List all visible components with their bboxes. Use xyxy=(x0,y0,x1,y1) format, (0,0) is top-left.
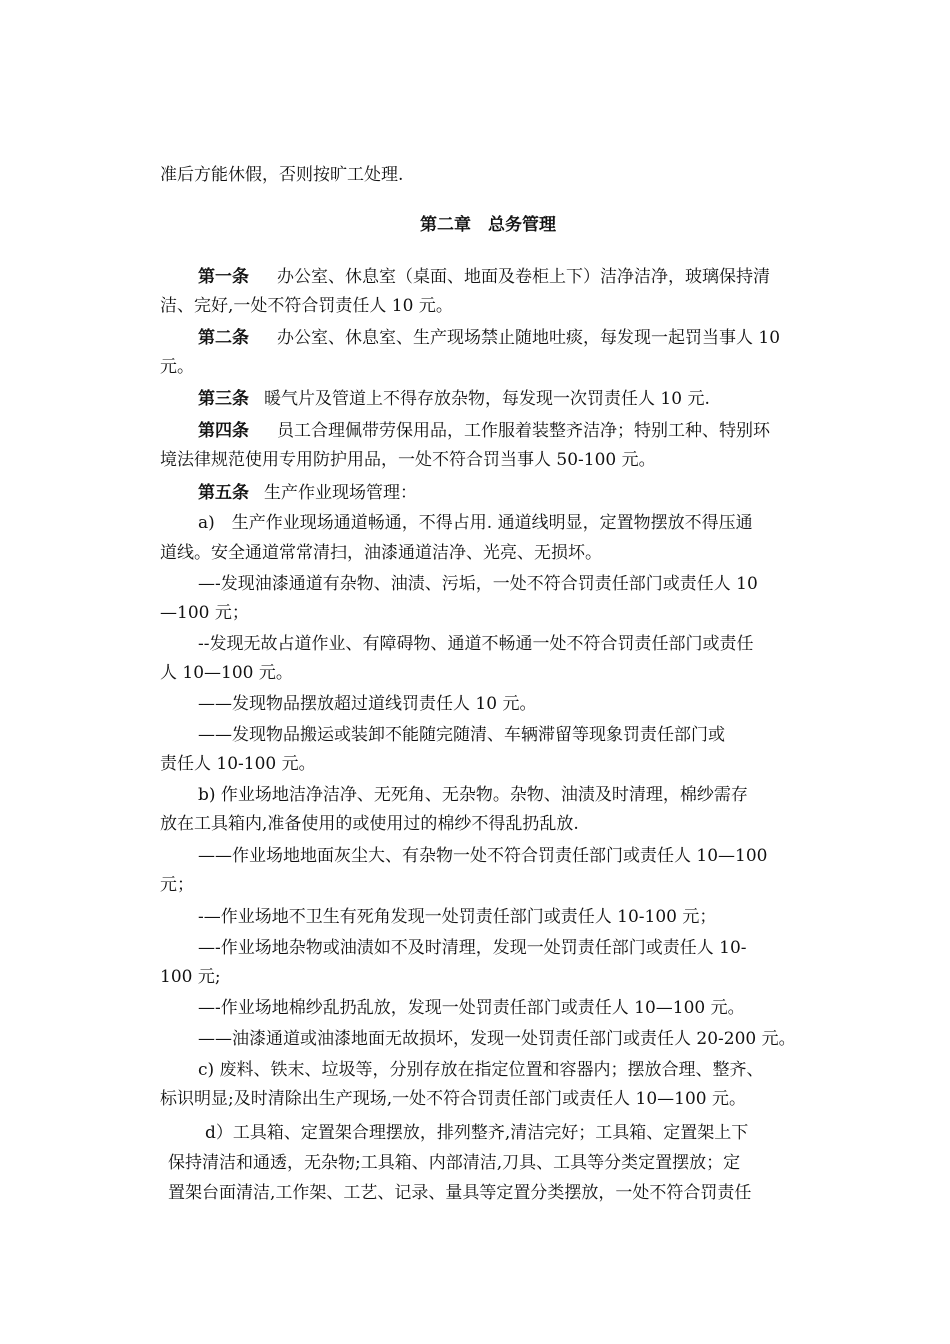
text-line: 元。 xyxy=(160,357,194,377)
text-line: —-作业场地杂物或油渍如不及时清理，发现一处罚责任部门或责任人 10- xyxy=(198,938,747,958)
text-line: 人 10—100 元。 xyxy=(160,663,293,683)
text-line: 责任人 10-100 元。 xyxy=(160,754,316,774)
text-line: —-作业场地棉纱乱扔乱放，发现一处罚责任部门或责任人 10—100 元。 xyxy=(198,998,745,1018)
text-line: ——发现物品摆放超过道线罚责任人 10 元。 xyxy=(198,694,537,714)
text-line: a) 生产作业现场通道畅通，不得占用. 通道线明显，定置物摆放不得压通 xyxy=(198,513,753,533)
text-line: d）工具箱、定置架合理摆放，排列整齐,清洁完好；工具箱、定置架上下 xyxy=(205,1123,749,1143)
text-line: --发现无故占道作业、有障碍物、通道不畅通一处不符合罚责任部门或责任 xyxy=(198,634,754,654)
text-line: ——油漆通道或油漆地面无故损坏，发现一处罚责任部门或责任人 20-200 元。 xyxy=(198,1029,796,1049)
text-line: —100 元； xyxy=(160,603,249,623)
text-line: 道线。安全通道常常清扫，油漆通道洁净、光亮、无损坏。 xyxy=(160,543,602,563)
text-line: ——发现物品搬运或装卸不能随完随清、车辆滞留等现象罚责任部门或 xyxy=(198,725,725,745)
article-label: 第二条 xyxy=(198,328,249,348)
text-line: 放在工具箱内,准备使用的或使用过的棉纱不得乱扔乱放. xyxy=(160,814,579,834)
text-line: 标识明显;及时清除出生产现场,一处不符合罚责任部门或责任人 10—100 元。 xyxy=(160,1089,747,1109)
text-line: 办公室、休息室、生产现场禁止随地吐痰，每发现一起罚当事人 10 xyxy=(277,328,781,348)
text-line: 暖气片及管道上不得存放杂物，每发现一次罚责任人 10 元. xyxy=(264,389,710,409)
text-line: c) 废料、铁末、垃圾等，分别存放在指定位置和容器内；摆放合理、整齐、 xyxy=(198,1060,764,1080)
article-label: 第四条 xyxy=(198,421,249,441)
text-line: 员工合理佩带劳保用品，工作服着装整齐洁净；特别工种、特别环 xyxy=(277,421,770,441)
text-line: 办公室、休息室（桌面、地面及卷柜上下）洁净洁净，玻璃保持清 xyxy=(277,267,770,287)
chapter-title: 第二章 总务管理 xyxy=(420,215,556,235)
text-line: ——作业场地地面灰尘大、有杂物一处不符合罚责任部门或责任人 10—100 xyxy=(198,846,768,866)
text-line: 生产作业现场管理： xyxy=(264,483,417,503)
text-line: 元； xyxy=(160,875,194,895)
text-line: -—作业场地不卫生有死角发现一处罚责任部门或责任人 10-100 元； xyxy=(198,907,717,927)
text-line: 置架台面清洁,工作架、工艺、记录、量具等定置分类摆放，一处不符合罚责任 xyxy=(168,1183,752,1203)
text-line: 准后方能休假，否则按旷工处理. xyxy=(160,165,404,185)
text-line: b) 作业场地洁净洁净、无死角、无杂物。杂物、油渍及时清理，棉纱需存 xyxy=(198,785,748,805)
text-line: 洁、完好,一处不符合罚责任人 10 元。 xyxy=(160,296,453,316)
text-line: 保持清洁和通透，无杂物;工具箱、内部清洁,刀具、工具等分类定置摆放；定 xyxy=(168,1153,741,1173)
article-label: 第一条 xyxy=(198,267,249,287)
text-line: 境法律规范使用专用防护用品，一处不符合罚当事人 50-100 元。 xyxy=(160,450,656,470)
article-label: 第五条 xyxy=(198,483,249,503)
text-line: —-发现油漆通道有杂物、油渍、污垢，一处不符合罚责任部门或责任人 10 xyxy=(198,574,758,594)
article-label: 第三条 xyxy=(198,389,249,409)
text-line: 100 元; xyxy=(160,967,221,987)
